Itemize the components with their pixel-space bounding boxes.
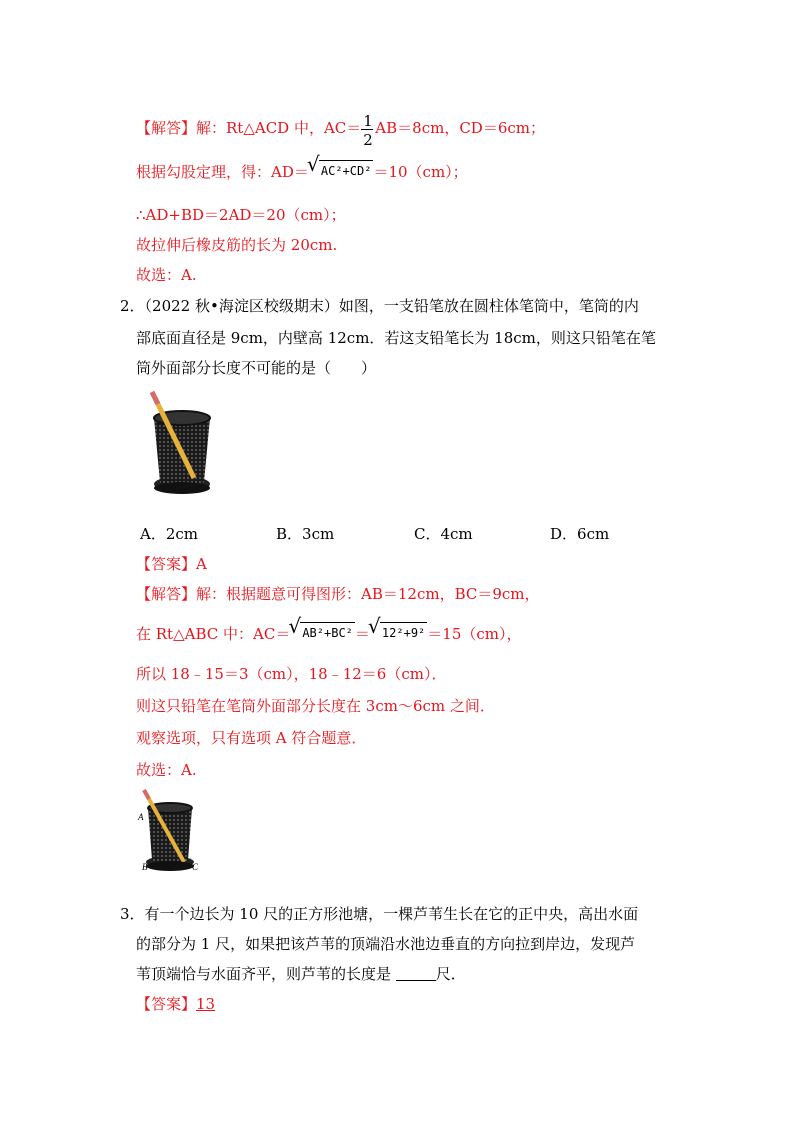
sqrt-expression-1: √ AB²+BC²	[290, 622, 355, 643]
q3-stem-line2: 的部分为 1 尺，如果把该芦苇的顶端沿水池边垂直的方向拉到岸边，发现芦	[136, 935, 636, 953]
solution-tag: 【解答】	[136, 585, 197, 603]
q2-solution-line4: 则这只铅笔在笔筒外面部分长度在 3cm～6cm 之间．	[136, 697, 495, 715]
solution-text: 在 Rt△ABC 中：AC＝	[136, 625, 291, 643]
answer-value: A	[196, 555, 207, 573]
pencil-holder-figure	[142, 388, 218, 496]
q2-solution-line1	[136, 584, 540, 604]
solution-text: 解：Rt△ACD 中，AC＝	[196, 119, 362, 137]
fraction-numerator: 1	[363, 112, 373, 130]
answer-tag: 【答案】	[136, 555, 197, 573]
equals-sign: ＝	[354, 625, 370, 643]
q2-solution-line5: 观察选项，只有选项 A 符合题意．	[136, 729, 367, 747]
q2-stem-line2: 部底面直径是 9cm，内壁高 12cm．若这支铅笔长为 18cm，则这只铅笔在笔	[136, 329, 656, 347]
label-a: A	[138, 812, 144, 822]
q1-solution-line5: 故选：A.	[136, 266, 197, 284]
q2-solution-line3: 所以 18﹣15＝3（cm），18﹣12＝6（cm）．	[136, 665, 447, 683]
answer-value: 13	[196, 995, 216, 1013]
solution-tag: 【解答】	[136, 119, 197, 137]
answer-blank[interactable]	[396, 966, 436, 981]
q1-solution-line4: 故拉伸后橡皮筋的长为 20cm.	[136, 236, 338, 254]
q1-solution-line2	[136, 160, 468, 182]
q2-stem-line3: 筒外面部分长度不可能的是（ ）	[136, 359, 377, 377]
q2-solution-line2	[136, 622, 522, 644]
choice-b[interactable]: B．3cm	[276, 525, 335, 543]
choice-d[interactable]: D．6cm	[550, 525, 610, 543]
q2-solution-line6: 故选：A.	[136, 761, 197, 779]
q3-answer	[136, 994, 215, 1014]
q3-stem-line1: 3．有一个边长为 10 尺的正方形池塘，一棵芦苇生长在它的正中央，高出水面	[120, 905, 639, 923]
choice-a[interactable]: A．2cm	[140, 525, 199, 543]
solution-text: 根据勾股定理，得：AD＝	[136, 163, 309, 181]
sqrt-expression: √ AC²+CD²	[309, 160, 374, 181]
answer-tag: 【答案】	[136, 995, 197, 1013]
q2-stem-line1: 2．（2022 秋•海淀区校级期末）如图，一支铅笔放在圆柱体笔筒中，笔筒的内	[120, 297, 639, 315]
label-b: B	[142, 862, 148, 872]
choice-c[interactable]: C．4cm	[414, 525, 473, 543]
solution-text2: ＝10（cm）；	[373, 163, 468, 181]
q1-solution-line1	[136, 112, 545, 149]
q2-answer	[136, 554, 207, 574]
q1-solution-line3: ∴AD+BD＝2AD＝20（cm）；	[136, 206, 346, 224]
solution-text2: AB＝8cm，CD＝6cm；	[375, 119, 545, 137]
label-c: C	[192, 862, 199, 872]
solution-text2: ＝15（cm），	[427, 625, 522, 643]
q3-stem-line3	[136, 964, 466, 984]
stem-text2: 尺．	[435, 965, 466, 983]
sqrt-expression-2: √ 12²+9²	[370, 622, 427, 643]
pencil-holder-labeled-figure	[136, 786, 206, 872]
solution-text: 解：根据题意可得图形：AB＝12cm，BC＝9cm，	[196, 585, 540, 603]
fraction-denominator: 2	[363, 131, 373, 149]
stem-text: 苇顶端恰与水面齐平，则芦苇的长度是	[136, 965, 396, 983]
